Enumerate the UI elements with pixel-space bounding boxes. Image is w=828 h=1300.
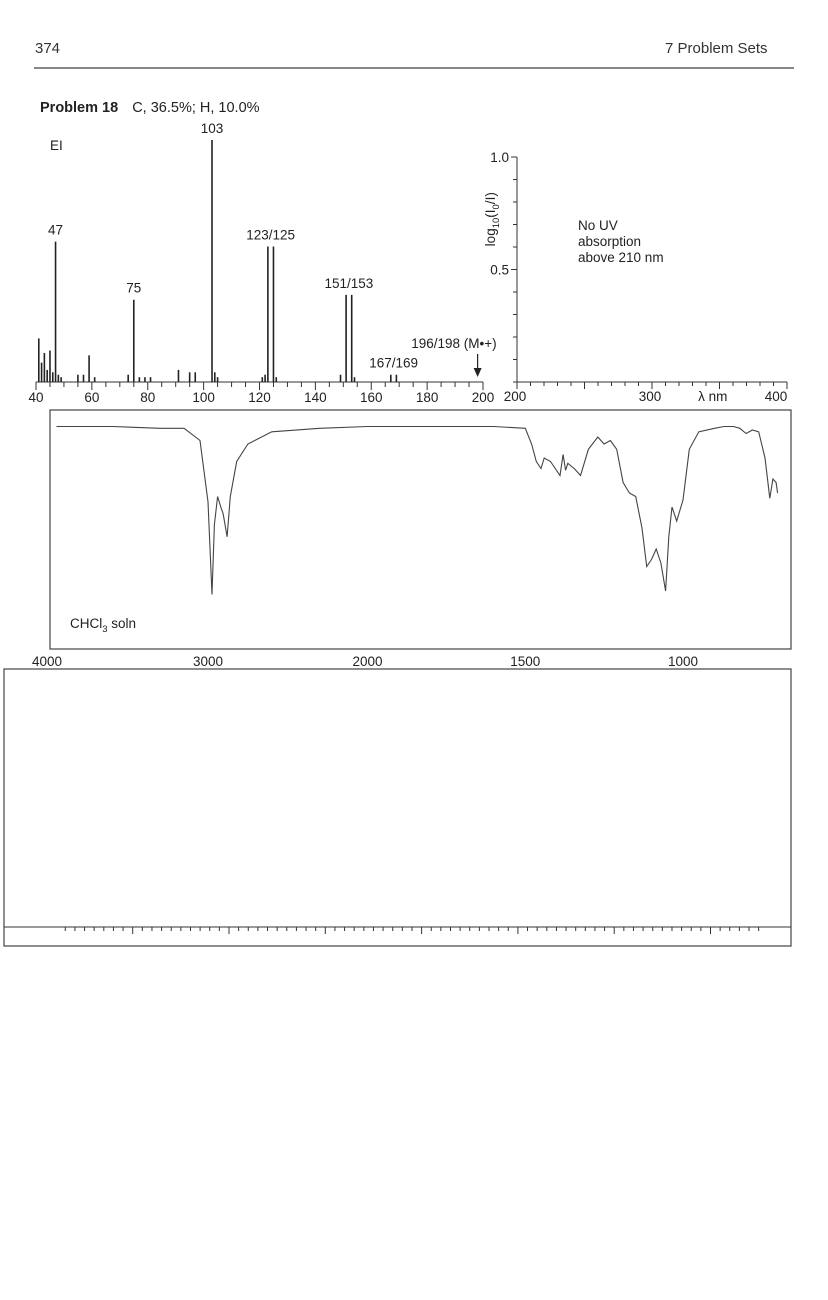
ms-x-tick-label: 120: [248, 390, 271, 405]
ms-peak-label: 103: [200, 121, 224, 136]
elemental-analysis: C, 36.5%; H, 10.0%: [132, 100, 260, 116]
uv-spectrum: [483, 150, 787, 404]
uv-x-tick-label: 300: [638, 389, 662, 404]
ms-molecular-ion-label: 196/198 (M•+): [411, 336, 497, 351]
ms-peak-label: 167/169: [369, 355, 419, 371]
section-title: 7 Problem Sets: [665, 40, 768, 57]
ir-x-tick-label: 2000: [352, 654, 383, 669]
uv-x-tick-label: 200: [503, 389, 527, 404]
ms-peak-label: 151/153: [324, 275, 374, 291]
uv-y-tick-label: 1.0: [490, 150, 509, 165]
uv-y-axis-label: $\log_{10}(I_0/I)$: [483, 192, 502, 247]
ms-x-tick-label: 60: [84, 390, 100, 405]
hnmr-frame: [4, 669, 791, 946]
ms-x-tick-label: 80: [140, 390, 156, 405]
ir-spectrum: [32, 410, 791, 669]
ms-peak-label: 75: [126, 280, 142, 296]
ms-peak-label: 123/125: [246, 227, 296, 243]
h-nmr-spectrum: [4, 669, 791, 946]
ir-x-tick-label: 1500: [510, 654, 541, 669]
ir-solvent-label: CHCl$_3$ soln: [70, 616, 137, 635]
ir-x-tick-label: 1000: [667, 654, 699, 669]
uv-note-line: No UV: [578, 218, 618, 233]
uv-note-line: absorption: [578, 234, 642, 249]
uv-x-tick-label: 400: [764, 389, 788, 404]
uv-y-tick-label: 0.5: [490, 262, 509, 278]
uv-x-axis-label: λ nm: [698, 389, 728, 404]
ms-arrowhead: [474, 368, 482, 377]
mass-spectrum: [28, 121, 496, 405]
ms-x-tick-label: 180: [415, 390, 439, 405]
page-number: 374: [35, 40, 61, 57]
ir-trace: [57, 427, 778, 595]
ir-x-tick-label: 4000: [31, 654, 63, 669]
ms-ionization-label: EI: [50, 138, 63, 153]
problem-title: Problem 18: [40, 100, 119, 116]
ms-x-tick-label: 200: [471, 390, 495, 405]
ms-x-tick-label: 140: [304, 390, 327, 405]
ms-x-tick-label: 40: [28, 390, 44, 405]
ir-frame: [50, 410, 791, 649]
ir-x-tick-label: 3000: [192, 654, 224, 669]
uv-note-line: above 210 nm: [578, 250, 664, 265]
ms-x-tick-label: 100: [192, 390, 215, 405]
ms-peak-label: 47: [48, 222, 64, 238]
ms-x-tick-label: 160: [359, 390, 383, 405]
